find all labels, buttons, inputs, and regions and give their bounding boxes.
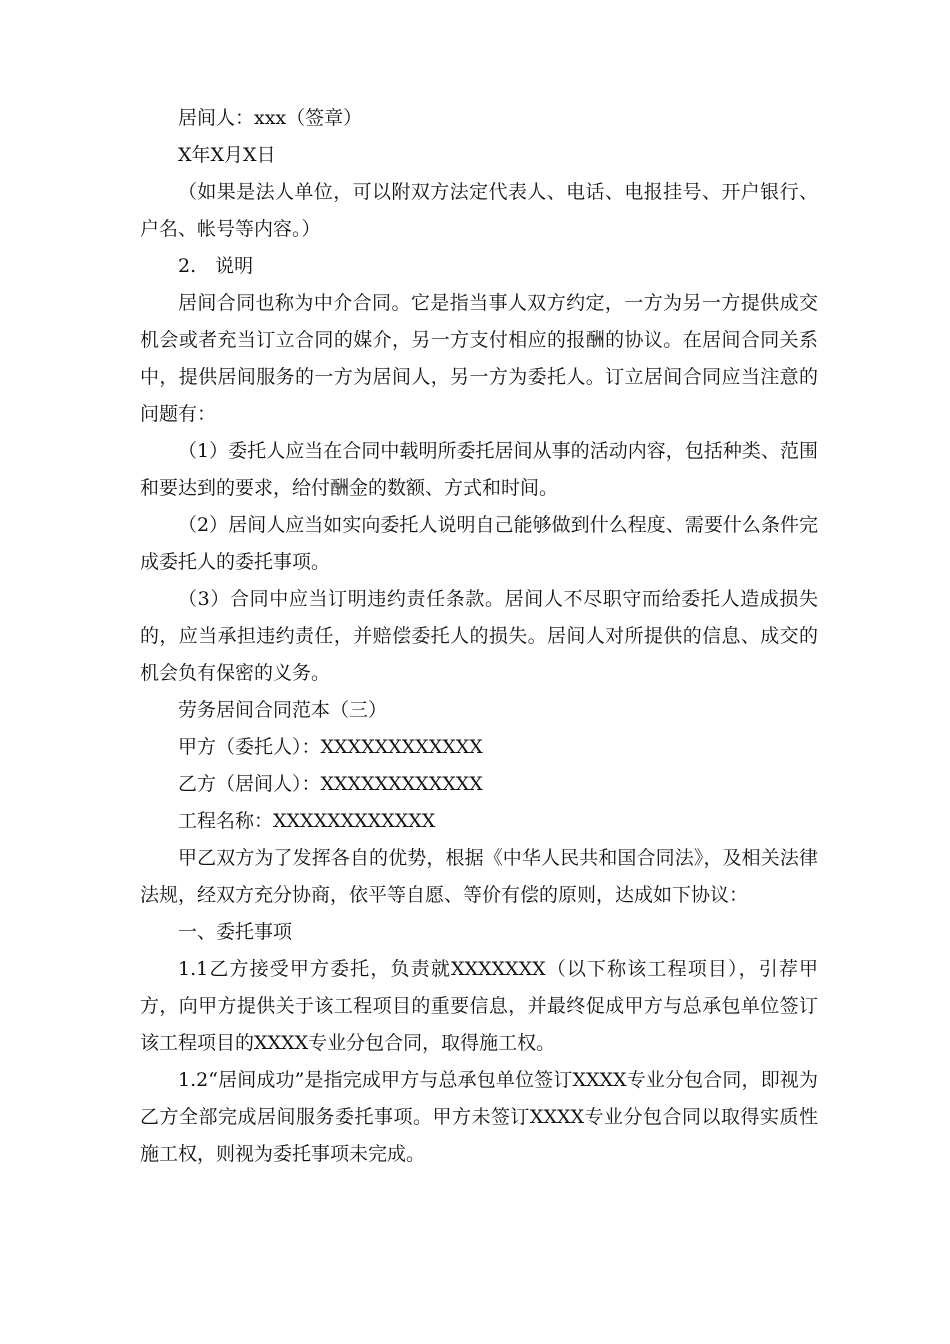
clause-1-1: 1.1乙方接受甲方委托，负责就XXXXXXX（以下称该工程项目），引荐甲方，向甲方提供关于该工程项目的重要信息，并最终促成甲方与总承包单位签订该工程项目的XXXX专业分包合同，取得施工权。 bbox=[140, 958, 818, 1054]
note-paragraph: （如果是法人单位，可以附双方法定代表人、电话、电报挂号、开户银行、户名、帐号等内容。） bbox=[140, 181, 818, 240]
list-item-1: （1）委托人应当在合同中载明所委托居间从事的活动内容，包括种类、范围和要达到的要求，给付酬金的数额、方式和时间。 bbox=[140, 440, 818, 499]
party-a-line: 甲方（委托人）：XXXXXXXXXXXX bbox=[178, 736, 483, 758]
clause-1-2: 1.2“居间成功”是指完成甲方与总承包单位签订XXXX专业分包合同，即视为乙方全部完成居间服务委托事项。甲方未签订XXXX专业分包合同以取得实质性施工权，则视为委托事项未完成。 bbox=[140, 1069, 818, 1165]
date-line: X年X月X日 bbox=[178, 144, 276, 166]
project-name-line: 工程名称：XXXXXXXXXXXX bbox=[178, 810, 436, 832]
explanation-paragraph: 居间合同也称为中介合同。它是指当事人双方约定，一方为另一方提供成交机会或者充当订立合同的媒介，另一方支付相应的报酬的协议。在居间合同关系中，提供居间服务的一方为居间人，另一方为委托人。订立居间合同应当注意的问题有： bbox=[140, 292, 818, 425]
section-heading-entrusted-matters: 一、委托事项 bbox=[178, 921, 293, 943]
section-heading-explanation: 2. 说明 bbox=[178, 255, 254, 277]
party-b-line: 乙方（居间人）：XXXXXXXXXXXX bbox=[178, 773, 483, 795]
list-item-2: （2）居间人应当如实向委托人说明自己能够做到什么程度、需要什么条件完成委托人的委托事项。 bbox=[140, 514, 818, 573]
list-item-3: （3）合同中应当订明违约责任条款。居间人不尽职守而给委托人造成损失的，应当承担违约责任，并赔偿委托人的损失。居间人对所提供的信息、成交的机会负有保密的义务。 bbox=[140, 588, 818, 684]
contract-title: 劳务居间合同范本（三） bbox=[178, 699, 388, 721]
document-body bbox=[140, 100, 818, 1173]
preamble-paragraph: 甲乙双方为了发挥各自的优势，根据《中华人民共和国合同法》，及相关法律法规，经双方充分协商，依平等自愿、等价有偿的原则，达成如下协议： bbox=[140, 847, 818, 906]
signature-line: 居间人：xxx（签章） bbox=[178, 107, 363, 129]
